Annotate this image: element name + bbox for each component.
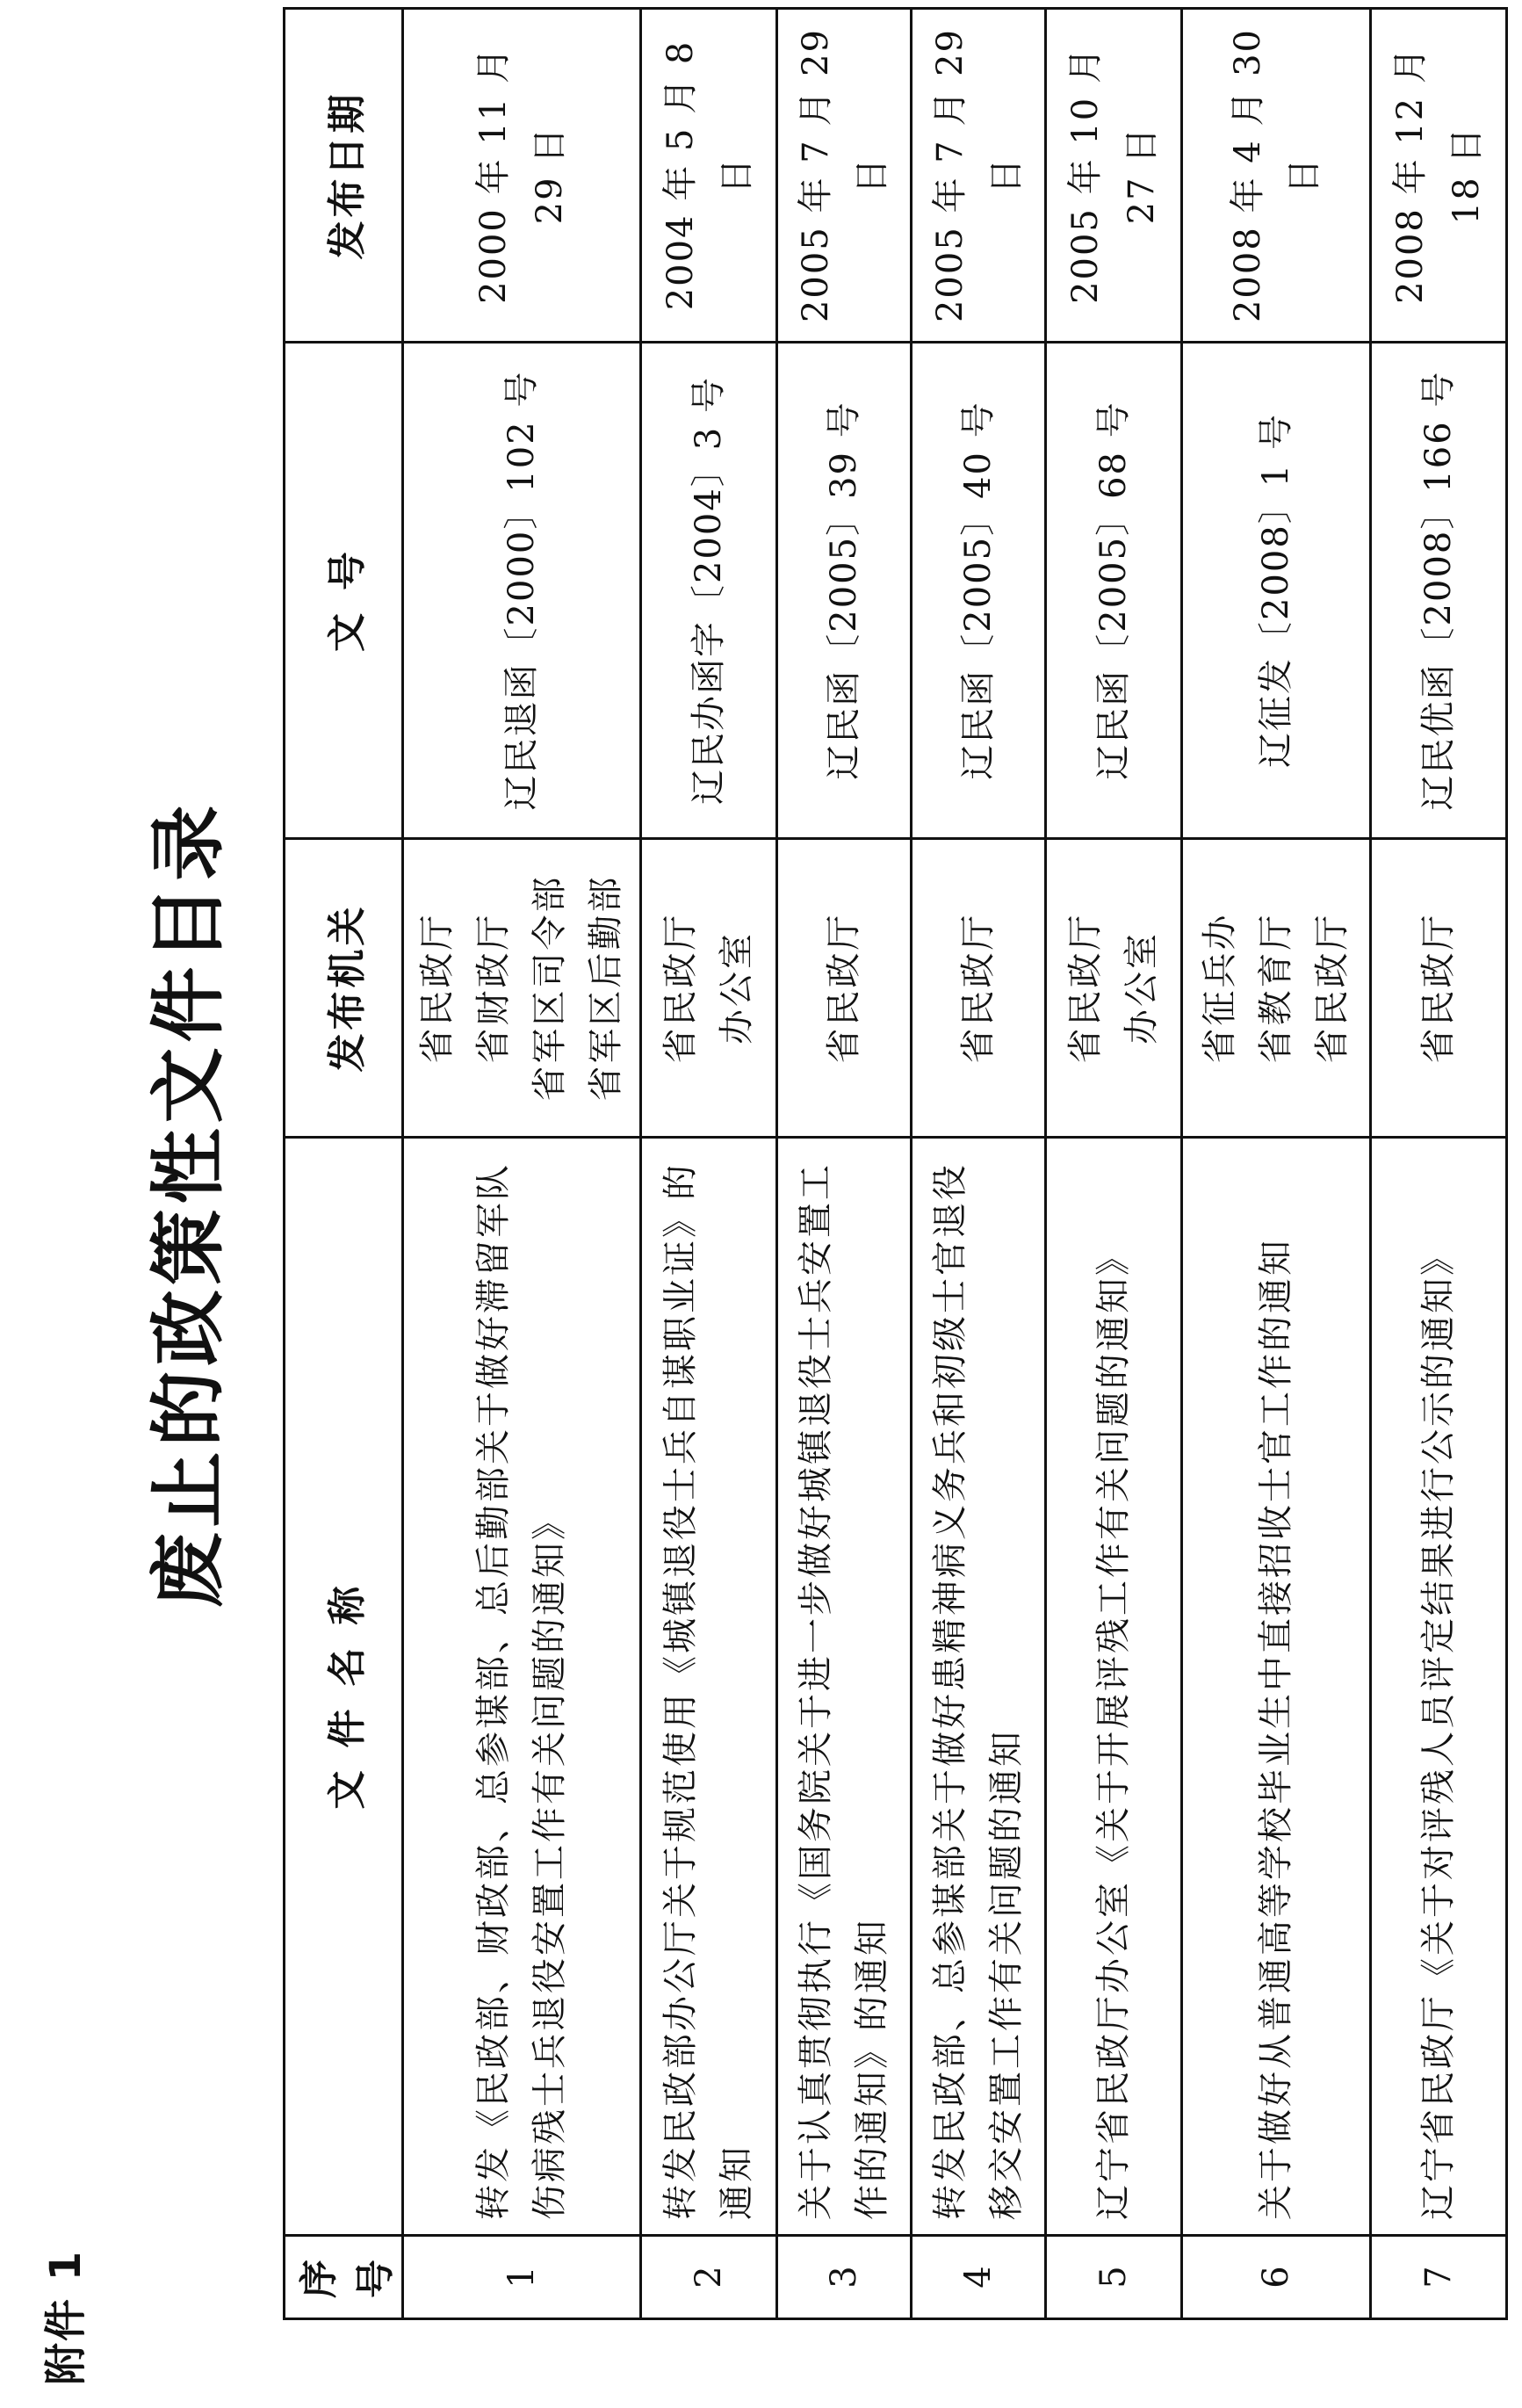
header-no: 序号 <box>285 2236 403 2319</box>
cell-date: 2004 年 5 月 8 日 <box>641 9 777 343</box>
cell-doc-number: 辽民函〔2005〕68 号 <box>1046 343 1182 839</box>
cell-doc-number: 辽民优函〔2008〕166 号 <box>1371 343 1507 839</box>
table-header-row <box>285 9 403 2319</box>
issuer-line: 省财政厅 <box>473 912 514 1064</box>
cell-date: 2008 年 12 月 18 日 <box>1371 9 1507 343</box>
issuer-line: 省民政厅 <box>958 912 999 1064</box>
issuer-line: 省军区司令部 <box>530 874 570 1102</box>
table-row <box>1182 9 1371 2319</box>
cell-name: 关于做好从普通高等学校毕业生中直接招收士官工作的通知 <box>1182 1138 1371 2236</box>
cell-doc-number: 辽民函〔2005〕39 号 <box>777 343 912 839</box>
cell-name: 关于认真贯彻执行《国务院关于进一步做好城镇退役士兵安置工作的通知》的通知 <box>777 1138 912 2236</box>
cell-no: 7 <box>1371 2236 1507 2319</box>
issuer-line: 省军区后勤部 <box>586 874 626 1102</box>
cell-date: 2005 年 10 月 27 日 <box>1046 9 1182 343</box>
cell-no: 5 <box>1046 2236 1182 2319</box>
document-title: 废止的政策性文件目录 <box>144 799 233 1609</box>
issuer-line: 省民政厅 <box>1418 912 1459 1064</box>
cell-no: 1 <box>403 2236 641 2319</box>
header-issuer: 发布机关 <box>285 839 403 1138</box>
cell-date: 2000 年 11 月 29 日 <box>403 9 641 343</box>
issuer-line: 省征兵办 <box>1200 912 1240 1064</box>
table-row <box>403 9 641 2319</box>
cell-doc-number: 辽民退函〔2000〕102 号 <box>403 343 641 839</box>
issuer-line: 办公室 <box>1122 931 1162 1045</box>
table-row <box>777 9 912 2319</box>
cell-issuer <box>403 839 641 1138</box>
cell-issuer <box>777 839 912 1138</box>
table-row <box>912 9 1046 2319</box>
cell-doc-number: 辽征发〔2008〕1 号 <box>1182 343 1371 839</box>
cell-no: 6 <box>1182 2236 1371 2319</box>
cell-date: 2008 年 4 月 30 日 <box>1182 9 1371 343</box>
cell-date: 2005 年 7 月 29 日 <box>777 9 912 343</box>
issuer-line: 办公室 <box>717 931 757 1045</box>
cell-date: 2005 年 7 月 29 日 <box>912 9 1046 343</box>
cell-issuer <box>1371 839 1507 1138</box>
header-doc-number: 文号 <box>285 343 403 839</box>
cell-no: 3 <box>777 2236 912 2319</box>
cell-name: 转发《民政部、财政部、总参谋部、总后勤部关于做好滞留军队伤病残士兵退役安置工作有关问题的通知》 <box>403 1138 641 2236</box>
table-row <box>641 9 777 2319</box>
issuer-line: 省民政厅 <box>417 912 458 1064</box>
issuer-line: 省教育厅 <box>1256 912 1296 1064</box>
table-row <box>1371 9 1507 2319</box>
cell-name: 转发民政部办公厅关于规范使用《城镇退役士兵自谋职业证》的通知 <box>641 1138 777 2236</box>
attachment-label: 附件 1 <box>41 2249 90 2385</box>
cell-doc-number: 辽民办函字〔2004〕3 号 <box>641 343 777 839</box>
cell-name: 辽宁省民政厅办公室《关于开展评残工作有关问题的通知》 <box>1046 1138 1182 2236</box>
table-row <box>1046 9 1182 2319</box>
cell-issuer <box>912 839 1046 1138</box>
cell-issuer <box>1182 839 1371 1138</box>
header-name: 文件名称 <box>285 1138 403 2236</box>
issuer-line: 省民政厅 <box>824 912 864 1064</box>
cell-name: 转发民政部、总参谋部关于做好患精神病义务兵和初级士官退役移交安置工作有关问题的通知 <box>912 1138 1046 2236</box>
cell-issuer <box>641 839 777 1138</box>
issuer-line: 省民政厅 <box>1065 912 1106 1064</box>
issuer-line: 省民政厅 <box>660 912 701 1064</box>
cell-issuer <box>1046 839 1182 1138</box>
abolished-documents-table <box>283 7 1508 2320</box>
cell-no: 4 <box>912 2236 1046 2319</box>
cell-doc-number: 辽民函〔2005〕40 号 <box>912 343 1046 839</box>
cell-name: 辽宁省民政厅《关于对评残人员评定结果进行公示的通知》 <box>1371 1138 1507 2236</box>
issuer-line: 省民政厅 <box>1312 912 1352 1064</box>
header-date: 发布日期 <box>285 9 403 343</box>
cell-no: 2 <box>641 2236 777 2319</box>
